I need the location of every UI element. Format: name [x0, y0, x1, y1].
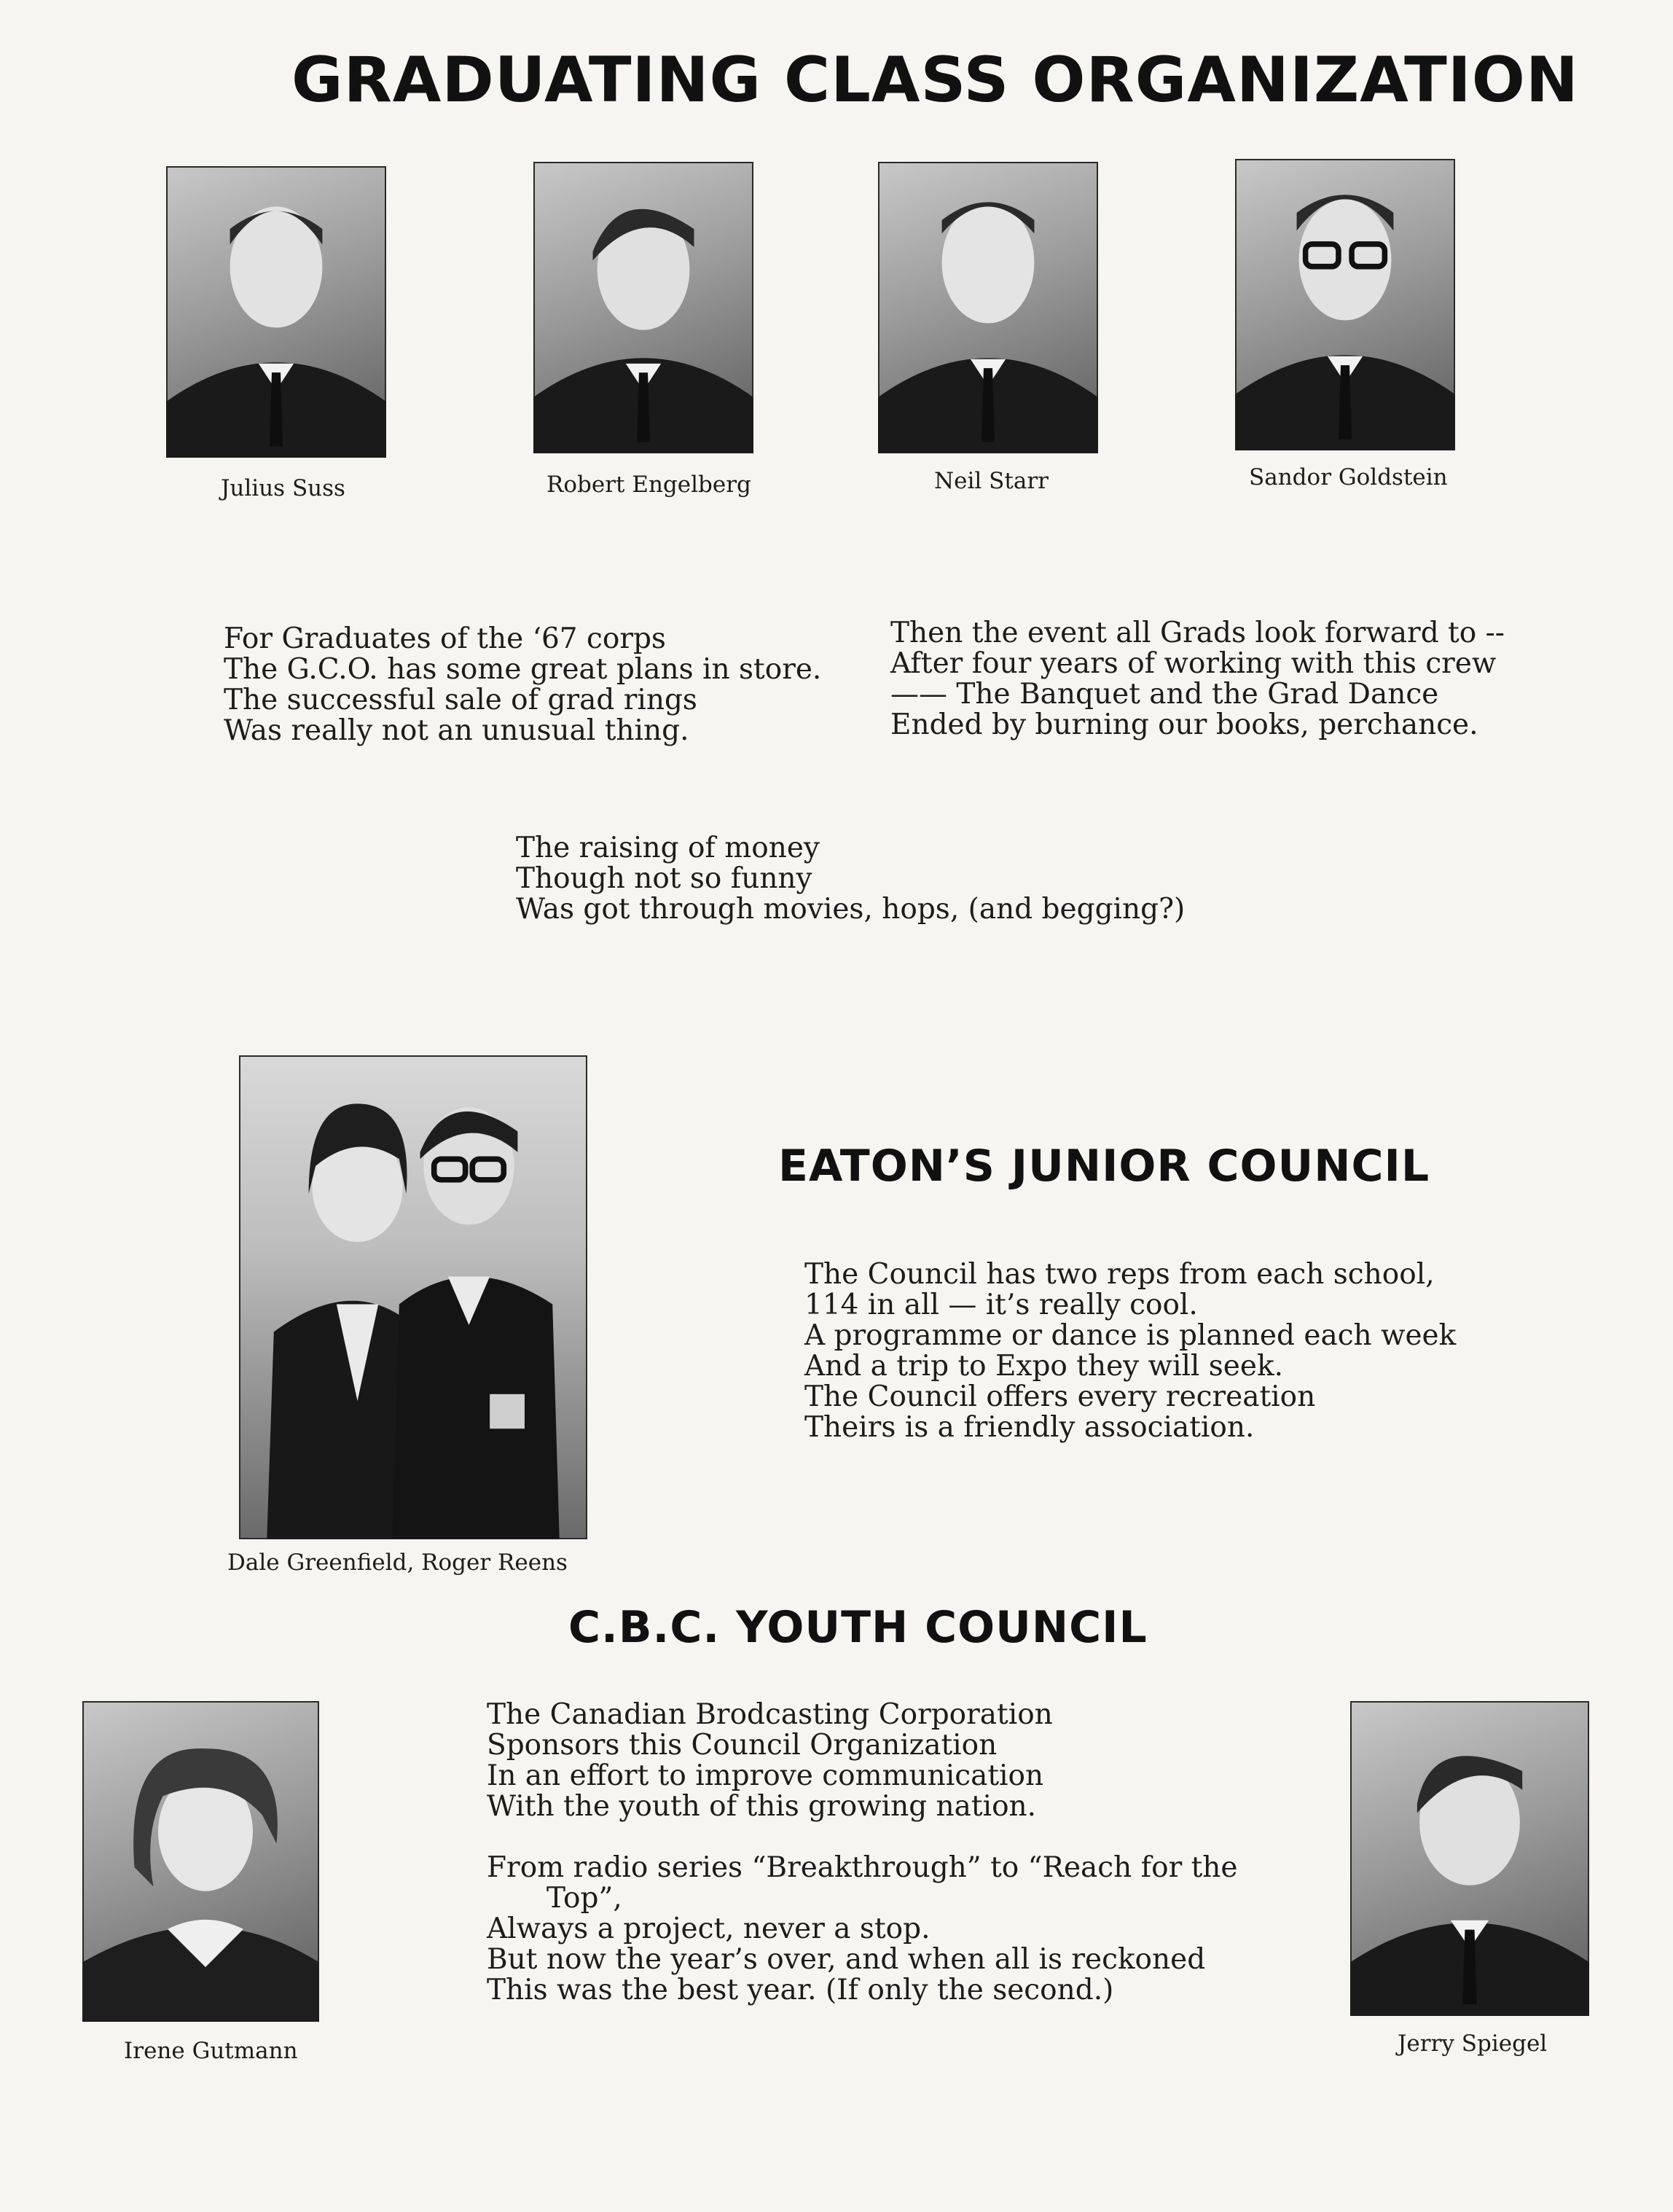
portrait-photo-irene-gutmann	[82, 1701, 319, 2022]
poem-line: In an effort to improve communication	[487, 1759, 1044, 1792]
caption-sandor-goldstein: Sandor Goldstein	[1249, 464, 1448, 491]
poem-line: The G.C.O. has some great plans in store.	[224, 653, 822, 686]
portrait-photo-robert-engelberg	[533, 162, 753, 453]
caption-jerry-spiegel: Jerry Spiegel	[1398, 2031, 1548, 2057]
portrait-photo-jerry-spiegel	[1350, 1701, 1589, 2016]
poem-line: A programme or dance is planned each week	[804, 1319, 1457, 1352]
poem-line: But now the year’s over, and when all is reckoned	[487, 1943, 1206, 1976]
caption-irene-gutmann: Irene Gutmann	[124, 2038, 298, 2064]
poem-line: Always a project, never a stop.	[487, 1912, 930, 1945]
cbc-heading: C.B.C. YOUTH COUNCIL	[568, 1602, 1148, 1653]
poem-line: The successful sale of grad rings	[224, 684, 697, 716]
poem-line: Then the event all Grads look forward to --	[890, 617, 1505, 649]
poem-line: The Canadian Brodcasting Corporation	[487, 1698, 1053, 1731]
caption-dale-greenfield-roger-reens: Dale Greenfield, Roger Reens	[227, 1549, 568, 1576]
poem-line: Was really not an unusual thing.	[224, 714, 689, 747]
poem-line: —— The Banquet and the Grad Dance	[890, 678, 1439, 711]
gco-poem-left	[224, 624, 821, 746]
poem-line: Top”,	[546, 1882, 622, 1915]
poem-line: 114 in all — it’s really cool.	[804, 1289, 1198, 1321]
poem-line: For Graduates of the ‘67 corps	[224, 622, 666, 655]
eaton-heading: EATON’S JUNIOR COUNCIL	[778, 1141, 1430, 1192]
poem-line: Theirs is a friendly association.	[804, 1411, 1255, 1444]
caption-neil-starr: Neil Starr	[934, 468, 1049, 494]
poem-line: Sponsors this Council Organization	[487, 1729, 998, 1762]
poem-line: Was got through movies, hops, (and begging?)	[516, 893, 1186, 926]
eaton-poem	[804, 1259, 1456, 1443]
poem-line: Ended by burning our books, perchance.	[890, 708, 1478, 741]
portrait-photo-julius-suss	[166, 166, 386, 458]
caption-julius-suss: Julius Suss	[221, 475, 345, 501]
portrait-photo-neil-starr	[878, 162, 1098, 453]
portrait-photo-sandor-goldstein	[1235, 159, 1455, 450]
gco-poem-center	[516, 833, 1185, 925]
stanza-gap	[487, 1822, 1238, 1853]
poem-line: Though not so funny	[516, 862, 812, 895]
poem-line: The Council has two reps from each school,	[804, 1258, 1435, 1291]
poem-line: The Council offers every recreation	[804, 1380, 1316, 1413]
poem-line: After four years of working with this crew	[890, 647, 1497, 680]
poem-line: This was the best year. (If only the second.)	[487, 1974, 1114, 2006]
gco-poem-right	[890, 618, 1505, 740]
poem-line: From radio series “Breakthrough” to “Reach for the	[487, 1851, 1238, 1884]
cbc-poem	[487, 1700, 1238, 2006]
gco-heading: GRADUATING CLASS ORGANIZATION	[291, 44, 1579, 117]
caption-robert-engelberg: Robert Engelberg	[546, 472, 751, 498]
poem-line: The raising of money	[516, 832, 820, 864]
poem-line: And a trip to Expo they will seek.	[804, 1350, 1284, 1383]
group-photo-eaton-reps	[239, 1055, 587, 1539]
poem-line: With the youth of this growing nation.	[487, 1790, 1037, 1823]
